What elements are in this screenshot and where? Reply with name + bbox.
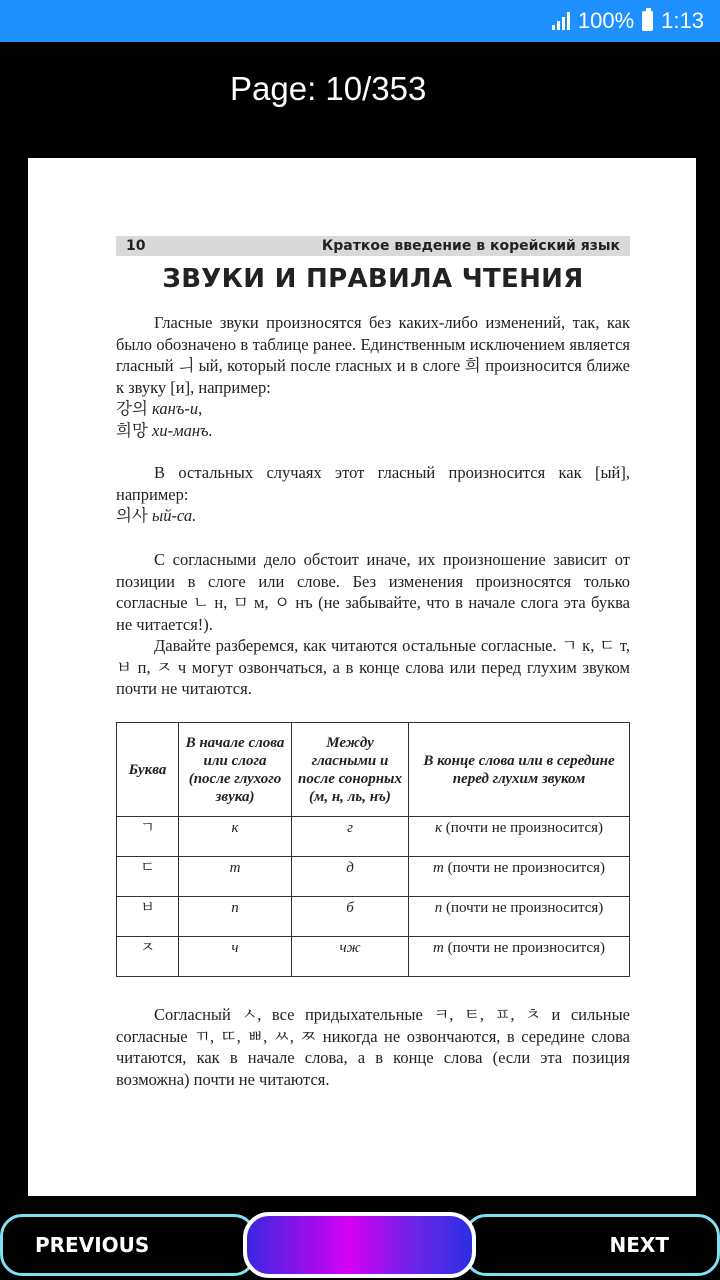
table-cell: к (почти не произносится) xyxy=(409,817,630,857)
text-block-3 xyxy=(116,549,630,700)
next-button[interactable]: NEXT xyxy=(464,1214,720,1276)
table-header-row xyxy=(117,723,630,817)
table-header: Между гласными и после сонорных (м, н, ль, нъ) xyxy=(292,723,409,817)
battery-icon xyxy=(642,11,653,31)
text-block-2 xyxy=(116,462,630,527)
example-line: 강의 канъ-и, xyxy=(116,399,203,418)
running-head xyxy=(116,236,630,256)
chapter-title: ЗВУКИ И ПРАВИЛА ЧТЕНИЯ xyxy=(162,264,584,294)
example-line: 의사 ый-са. xyxy=(116,506,197,525)
table-cell: ㄷ xyxy=(117,857,179,897)
clock: 1:13 xyxy=(661,8,704,33)
table-cell: к xyxy=(179,817,292,857)
page-seek-button[interactable] xyxy=(243,1212,476,1278)
book-page xyxy=(28,158,696,1196)
table-header: В конце слова или в середине перед глухим звуком xyxy=(409,723,630,817)
paragraph-4: Давайте разберемся, как читаются остальные согласные. ㄱ к, ㄷ т, ㅂ п, ㅈ ч могут озвончаться, а в конце слова или перед глухим звуком почти не читаются. xyxy=(116,636,630,698)
table-row xyxy=(117,897,630,937)
table-cell: чж xyxy=(292,937,409,977)
table-cell: ч xyxy=(179,937,292,977)
text-block-1 xyxy=(116,312,630,441)
signal-icon xyxy=(552,12,570,30)
table-row xyxy=(117,937,630,977)
paragraph-5: Согласный ㅅ, все придыхательные ㅋ, ㅌ, ㅍ, ㅊ и сильные согласные ㄲ, ㄸ, ㅃ, ㅆ, ㅉ никогда не озвончаются, в середине слова читаются, как в начале слова, а в конце слова (если эта позиция возможна) почти не читаются. xyxy=(116,1005,630,1089)
consonant-table xyxy=(116,722,630,977)
table-cell: т xyxy=(179,857,292,897)
table-cell: д xyxy=(292,857,409,897)
table-cell: ㄱ xyxy=(117,817,179,857)
table-cell: п xyxy=(179,897,292,937)
table-cell: т (почти не произносится) xyxy=(409,937,630,977)
page-counter: Page: 10/353 xyxy=(230,70,427,107)
page-number: 10 xyxy=(126,238,146,254)
table-header: В начале слова или слога (после глухого звука) xyxy=(179,723,292,817)
table-cell: ㅂ xyxy=(117,897,179,937)
table-row xyxy=(117,857,630,897)
table-cell: т (почти не произносится) xyxy=(409,857,630,897)
previous-button[interactable]: PREVIOUS xyxy=(0,1214,256,1276)
status-bar xyxy=(0,0,720,42)
battery-level: 100% xyxy=(577,8,635,33)
paragraph-3: С согласными дело обстоит иначе, их произношение зависит от позиции в слоге или слове. Без изменения произносятся только согласные ㄴ н, ㅁ м, ㅇ нъ (не забывайте, что в начале слога эта буква не читается!). xyxy=(116,550,630,634)
paragraph-2: В остальных случаях этот гласный произносится как [ый], например: xyxy=(116,463,630,504)
running-title: Краткое введение в корейский язык xyxy=(321,238,620,254)
table-cell: б xyxy=(292,897,409,937)
text-block-4 xyxy=(116,1004,630,1090)
table-row xyxy=(117,817,630,857)
table-cell: г xyxy=(292,817,409,857)
example-line: 희망 хи-манъ. xyxy=(116,420,213,440)
table-header: Буква xyxy=(117,723,179,817)
table-cell: ㅈ xyxy=(117,937,179,977)
table-cell: п (почти не произносится) xyxy=(409,897,630,937)
paragraph-1: Гласные звуки произносятся без каких-либо изменений, так, как было обозначено в таблице ранее. Единственным исключением является гласный ㅢ ый, который после гласных и в слоге 희 произносится ближе к звуку [и], например: xyxy=(116,313,630,397)
